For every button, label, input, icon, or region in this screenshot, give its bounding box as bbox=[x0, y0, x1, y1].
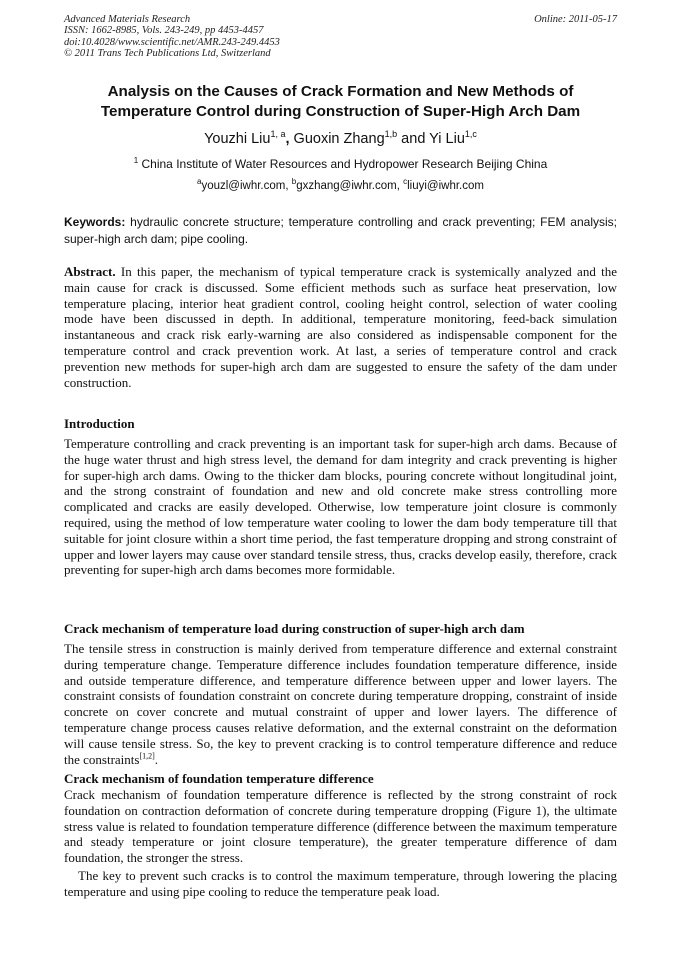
journal-name: Advanced Materials Research bbox=[64, 14, 191, 25]
crack-mechanism-heading: Crack mechanism of temperature load during construction of super-high arch dam bbox=[64, 621, 525, 636]
author-2-sup: 1,b bbox=[384, 129, 398, 140]
keywords-text: hydraulic concrete structure; temperature controlling and crack preventing; FEM analysis; super-high arch dam; pipe cooling. bbox=[64, 215, 617, 246]
author-2-name: Guoxin Zhang bbox=[289, 131, 385, 147]
email-b-sup: b bbox=[291, 177, 297, 187]
foundation-heading: Crack mechanism of foundation temperature difference bbox=[64, 771, 374, 786]
keywords bbox=[64, 214, 617, 247]
crack-mechanism-text: The tensile stress in construction is mainly derived from temperature difference and external constraint during temperature change. Temperature difference includes foundation temperature difference, inside and outside temperature difference, and temperature difference between upper and lower layers. The constraint consists of foundation constraint on concrete during temperature dropping, constraint of inside concrete on cover concrete and mutual constraint of upper and lower layers. The difference of temperature change process causes relative deformation, and the external constraint on the deformation will cause tensile stress. So, the key to prevent cracking is to control temperature difference and reduce the constraints bbox=[64, 641, 617, 767]
paper-title bbox=[64, 82, 617, 122]
online-date: Online: 2011-05-17 bbox=[534, 14, 617, 25]
author-emails bbox=[64, 178, 617, 194]
author-separator: , bbox=[285, 131, 290, 147]
author-list bbox=[64, 130, 617, 148]
email-a-sup: a bbox=[197, 177, 202, 187]
introduction-paragraph: Temperature controlling and crack preventing is an important task for super-high arch dams. Because of the huge water thrust and high stress level, the demand for dam integrity and crack preventing is higher for super-high arch dams. Owing to the thicker dam blocks, pouring concrete without longitudinal joint, and the strong constraint of foundation and new and old concrete make stress controlling more complicated and cracks are easily developed. Otherwise, low temperature joint closure is commonly required, using the method of low temperature water cooling to lower the dam body temperature till that suitable for joint closure within a short time period, the fast temperature dropping and strong constraint of upper and lower layers may cause over standard tensile stress, thus, cracks develop easily, therefore, crack preventing for super-high arch dams becomes more formidable. bbox=[64, 436, 617, 578]
citation-ref: [1,2] bbox=[139, 751, 155, 761]
author-3-name: and Yi Liu bbox=[397, 131, 465, 147]
abstract-text: In this paper, the mechanism of typical temperature crack is systemically analyzed and the main cause for crack is discussed. Some efficient methods such as surface heat preservation, low temperature placing, interior heat gradient control, cooling height control, selection of water cooling mode have been discussed in depth. In additional, temperature monitoring, feed-back simulation instantaneous and crack risk early-warning are also considered as indispensable component for the temperature control and crack prevention work. At last, a series of temperature control and crack prevention new methods for super-high arch dam are suggested to ensure the safety of the dam under construction. bbox=[64, 264, 617, 390]
author-1-sup: 1, a bbox=[270, 129, 286, 140]
email-b: gxzhang@iwhr.com, bbox=[296, 180, 404, 192]
author-3-sup: 1,c bbox=[464, 129, 477, 140]
crack-mechanism-end: . bbox=[154, 751, 159, 767]
affiliation-sup: 1 bbox=[133, 156, 139, 165]
email-c: liuyi@iwhr.com bbox=[407, 180, 484, 192]
email-c-sup: c bbox=[403, 177, 408, 187]
journal-header bbox=[64, 14, 617, 60]
key-paragraph: The key to prevent such cracks is to control the maximum temperature, through lowering the placing temperature and using pipe cooling to reduce the temperature peak load. bbox=[64, 868, 617, 899]
copyright-line: © 2011 Trans Tech Publications Ltd, Switzerland bbox=[64, 48, 271, 60]
introduction-heading: Introduction bbox=[64, 416, 135, 431]
crack-mechanism-paragraph bbox=[64, 641, 617, 767]
keywords-label: Keywords: bbox=[64, 215, 126, 229]
issn-line: ISSN: 1662-8985, Vols. 243-249, pp 4453-4457 bbox=[64, 25, 264, 37]
doi-line: doi:10.4028/www.scientific.net/AMR.243-249.4453 bbox=[64, 36, 280, 48]
author-1-name: Youzhi Liu bbox=[204, 131, 271, 147]
abstract bbox=[64, 264, 617, 390]
email-a: youzl@iwhr.com, bbox=[201, 180, 292, 192]
abstract-label: Abstract. bbox=[64, 264, 116, 279]
title-line-2: Temperature Control during Construction of Super-High Arch Dam bbox=[100, 103, 581, 120]
affiliation-text: China Institute of Water Resources and Hydropower Research Beijing China bbox=[138, 157, 548, 171]
foundation-paragraph: Crack mechanism of foundation temperature difference is reflected by the strong constraint of rock foundation on contraction deformation of concrete during temperature dropping (Figure 1), the ultimate stress value is related to foundation temperature difference (difference between the maximum temperature and steady temperature or joint closure temperature), the greater temperature difference of dam foundation, the stronger the stress. bbox=[64, 787, 617, 866]
affiliation bbox=[64, 156, 617, 172]
title-line-1: Analysis on the Causes of Crack Formation and New Methods of bbox=[107, 83, 574, 100]
